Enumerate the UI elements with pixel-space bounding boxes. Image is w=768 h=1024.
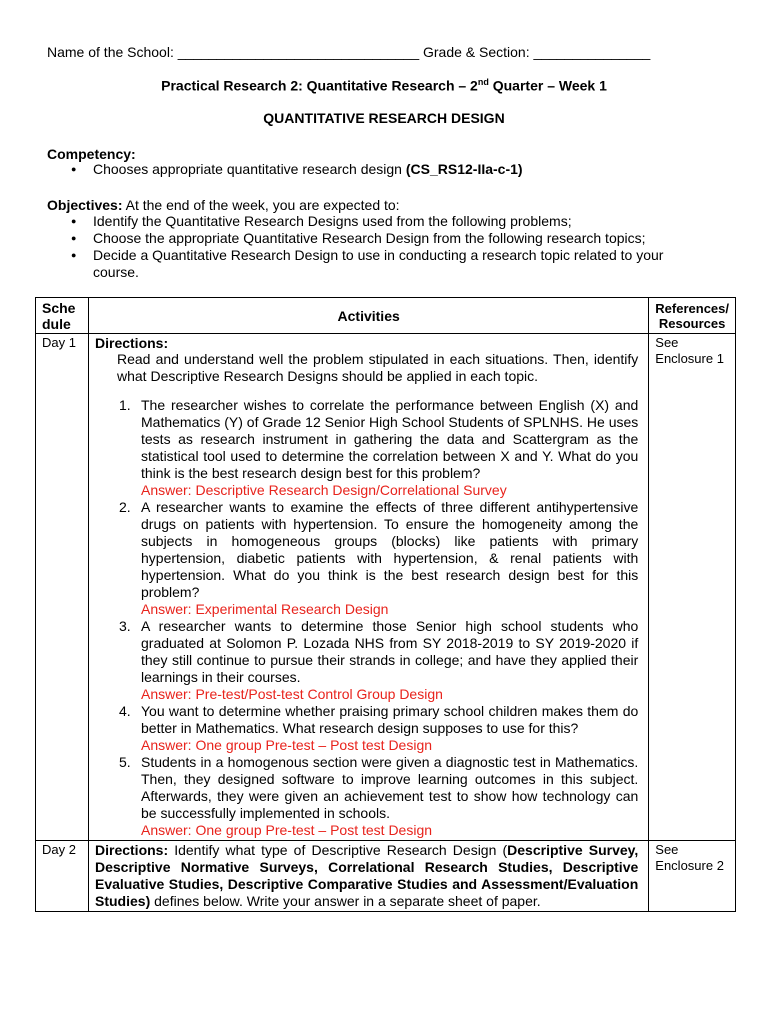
table-row-day1: [36, 334, 736, 841]
problem-item: [119, 618, 639, 703]
day1-reference: See Enclosure 1: [649, 334, 736, 841]
problem-text: A researcher wants to determine those Senior high school students who graduated at Solomon P. Lozada NHS from SY 2018-2019 to SY 2019-2020 if they still continue to pursue their strands in college; and have they applied their learnings in their courses.: [141, 618, 639, 685]
competency-list: [47, 161, 737, 178]
day2-text-pre: Identify what type of Descriptive Research Design (: [168, 842, 508, 858]
school-grade-line: Name of the School: _______________________________ Grade & Section: _______________: [47, 44, 651, 60]
day1-label: Day 1: [36, 334, 89, 841]
problem-number: 4.: [119, 703, 131, 719]
day1-problem-list: [95, 397, 638, 839]
objective-item: ● Identify the Quantitative Research Designs used from the following problems;: [47, 213, 707, 230]
table-header-row: [36, 298, 736, 334]
problem-answer: Answer: One group Pre-test – Post test Design: [141, 822, 433, 838]
table-row-day2: [36, 841, 736, 912]
problem-answer: Answer: Descriptive Research Design/Correlational Survey: [141, 482, 507, 498]
problem-answer: Answer: Experimental Research Design: [141, 601, 389, 617]
competency-item: [47, 161, 737, 178]
header-references: References/ Resources: [649, 298, 736, 334]
day1-activities: [89, 334, 649, 841]
day1-directions-text: Read and understand well the problem stipulated in each situations. Then, identify what Descriptive Research Designs should be applied in each topic.: [117, 351, 639, 384]
problem-number: 5.: [119, 754, 131, 770]
objectives-line: [47, 197, 400, 213]
problem-text: You want to determine whether praising primary school children makes them do better in Mathematics. What research design supposes to use for this?: [141, 703, 639, 736]
problem-answer: Answer: One group Pre-test – Post test Design: [141, 737, 433, 753]
day1-directions-label: Directions:: [95, 335, 169, 351]
problem-item: [119, 754, 639, 839]
subject-heading: [0, 77, 768, 94]
subject-heading-post: Quarter – Week 1: [488, 77, 607, 94]
header-activities: Activities: [89, 298, 649, 334]
problem-item: [119, 499, 639, 618]
day2-reference: See Enclosure 2: [649, 841, 736, 912]
subject-heading-sup: nd: [477, 77, 489, 87]
day2-text-bold: Descriptive Survey, Descriptive Normative Surveys, Correlational Research Studies, Descriptive Evaluative Studies, Descriptive Comparative Studies and Assessment/Evaluation Studies): [95, 842, 639, 909]
activities-table: [35, 297, 736, 912]
header-schedule: Sche dule: [36, 298, 89, 334]
objectives-intro: At the end of the week, you are expected to:: [122, 197, 400, 213]
day2-activities: [89, 841, 649, 912]
objectives-label: Objectives:: [47, 197, 123, 213]
problem-text: Students in a homogenous section were given a diagnostic test in Mathematics. Then, they designed software to improve learning outcomes in this subject. Afterwards, they were given an achievement test to show how technology can be successfully implemented in schools.: [141, 754, 639, 821]
objective-item: ● Decide a Quantitative Research Design to use in conducting a research topic related to your course.: [47, 247, 707, 281]
problem-number: 1.: [119, 397, 131, 413]
objective-item: ● Choose the appropriate Quantitative Research Design from the following research topics;: [47, 230, 707, 247]
competency-label: Competency:: [47, 146, 136, 162]
problem-item: [119, 397, 639, 499]
day2-directions-label: Directions:: [95, 842, 169, 858]
subject-heading-pre: Practical Research 2: Quantitative Research – 2: [161, 77, 478, 94]
objectives-list: [47, 213, 707, 281]
competency-item-text: Chooses appropriate quantitative research design: [93, 161, 406, 177]
day2-label: Day 2: [36, 841, 89, 912]
problem-item: [119, 703, 639, 754]
document-title: QUANTITATIVE RESEARCH DESIGN: [263, 110, 505, 126]
problem-text: The researcher wishes to correlate the performance between English (X) and Mathematics (Y) of Grade 12 Senior High School Students of SPLNHS. He uses tests as research instrument in gathering the data and Scattergram as the statistical tool used to determine the correlation between X and Y. What do you think is the best research design best for this problem?: [141, 397, 639, 481]
problem-number: 2.: [119, 499, 131, 515]
problem-text: A researcher wants to examine the effects of three different antihypertensive drugs on patients with hypertension. To ensure the homogeneity among the subjects in homogeneous groups (blocks) like patients with primary hypertension, diabetic patients with hypertension, & renal patients with hypertension. What do you think is the best research design best for this problem?: [141, 499, 639, 600]
problem-answer: Answer: Pre-test/Post-test Control Group Design: [141, 686, 443, 702]
problem-number: 3.: [119, 618, 131, 634]
day2-text-post: defines below. Write your answer in a separate sheet of paper.: [150, 893, 541, 909]
competency-code: (CS_RS12-IIa-c-1): [405, 161, 523, 177]
